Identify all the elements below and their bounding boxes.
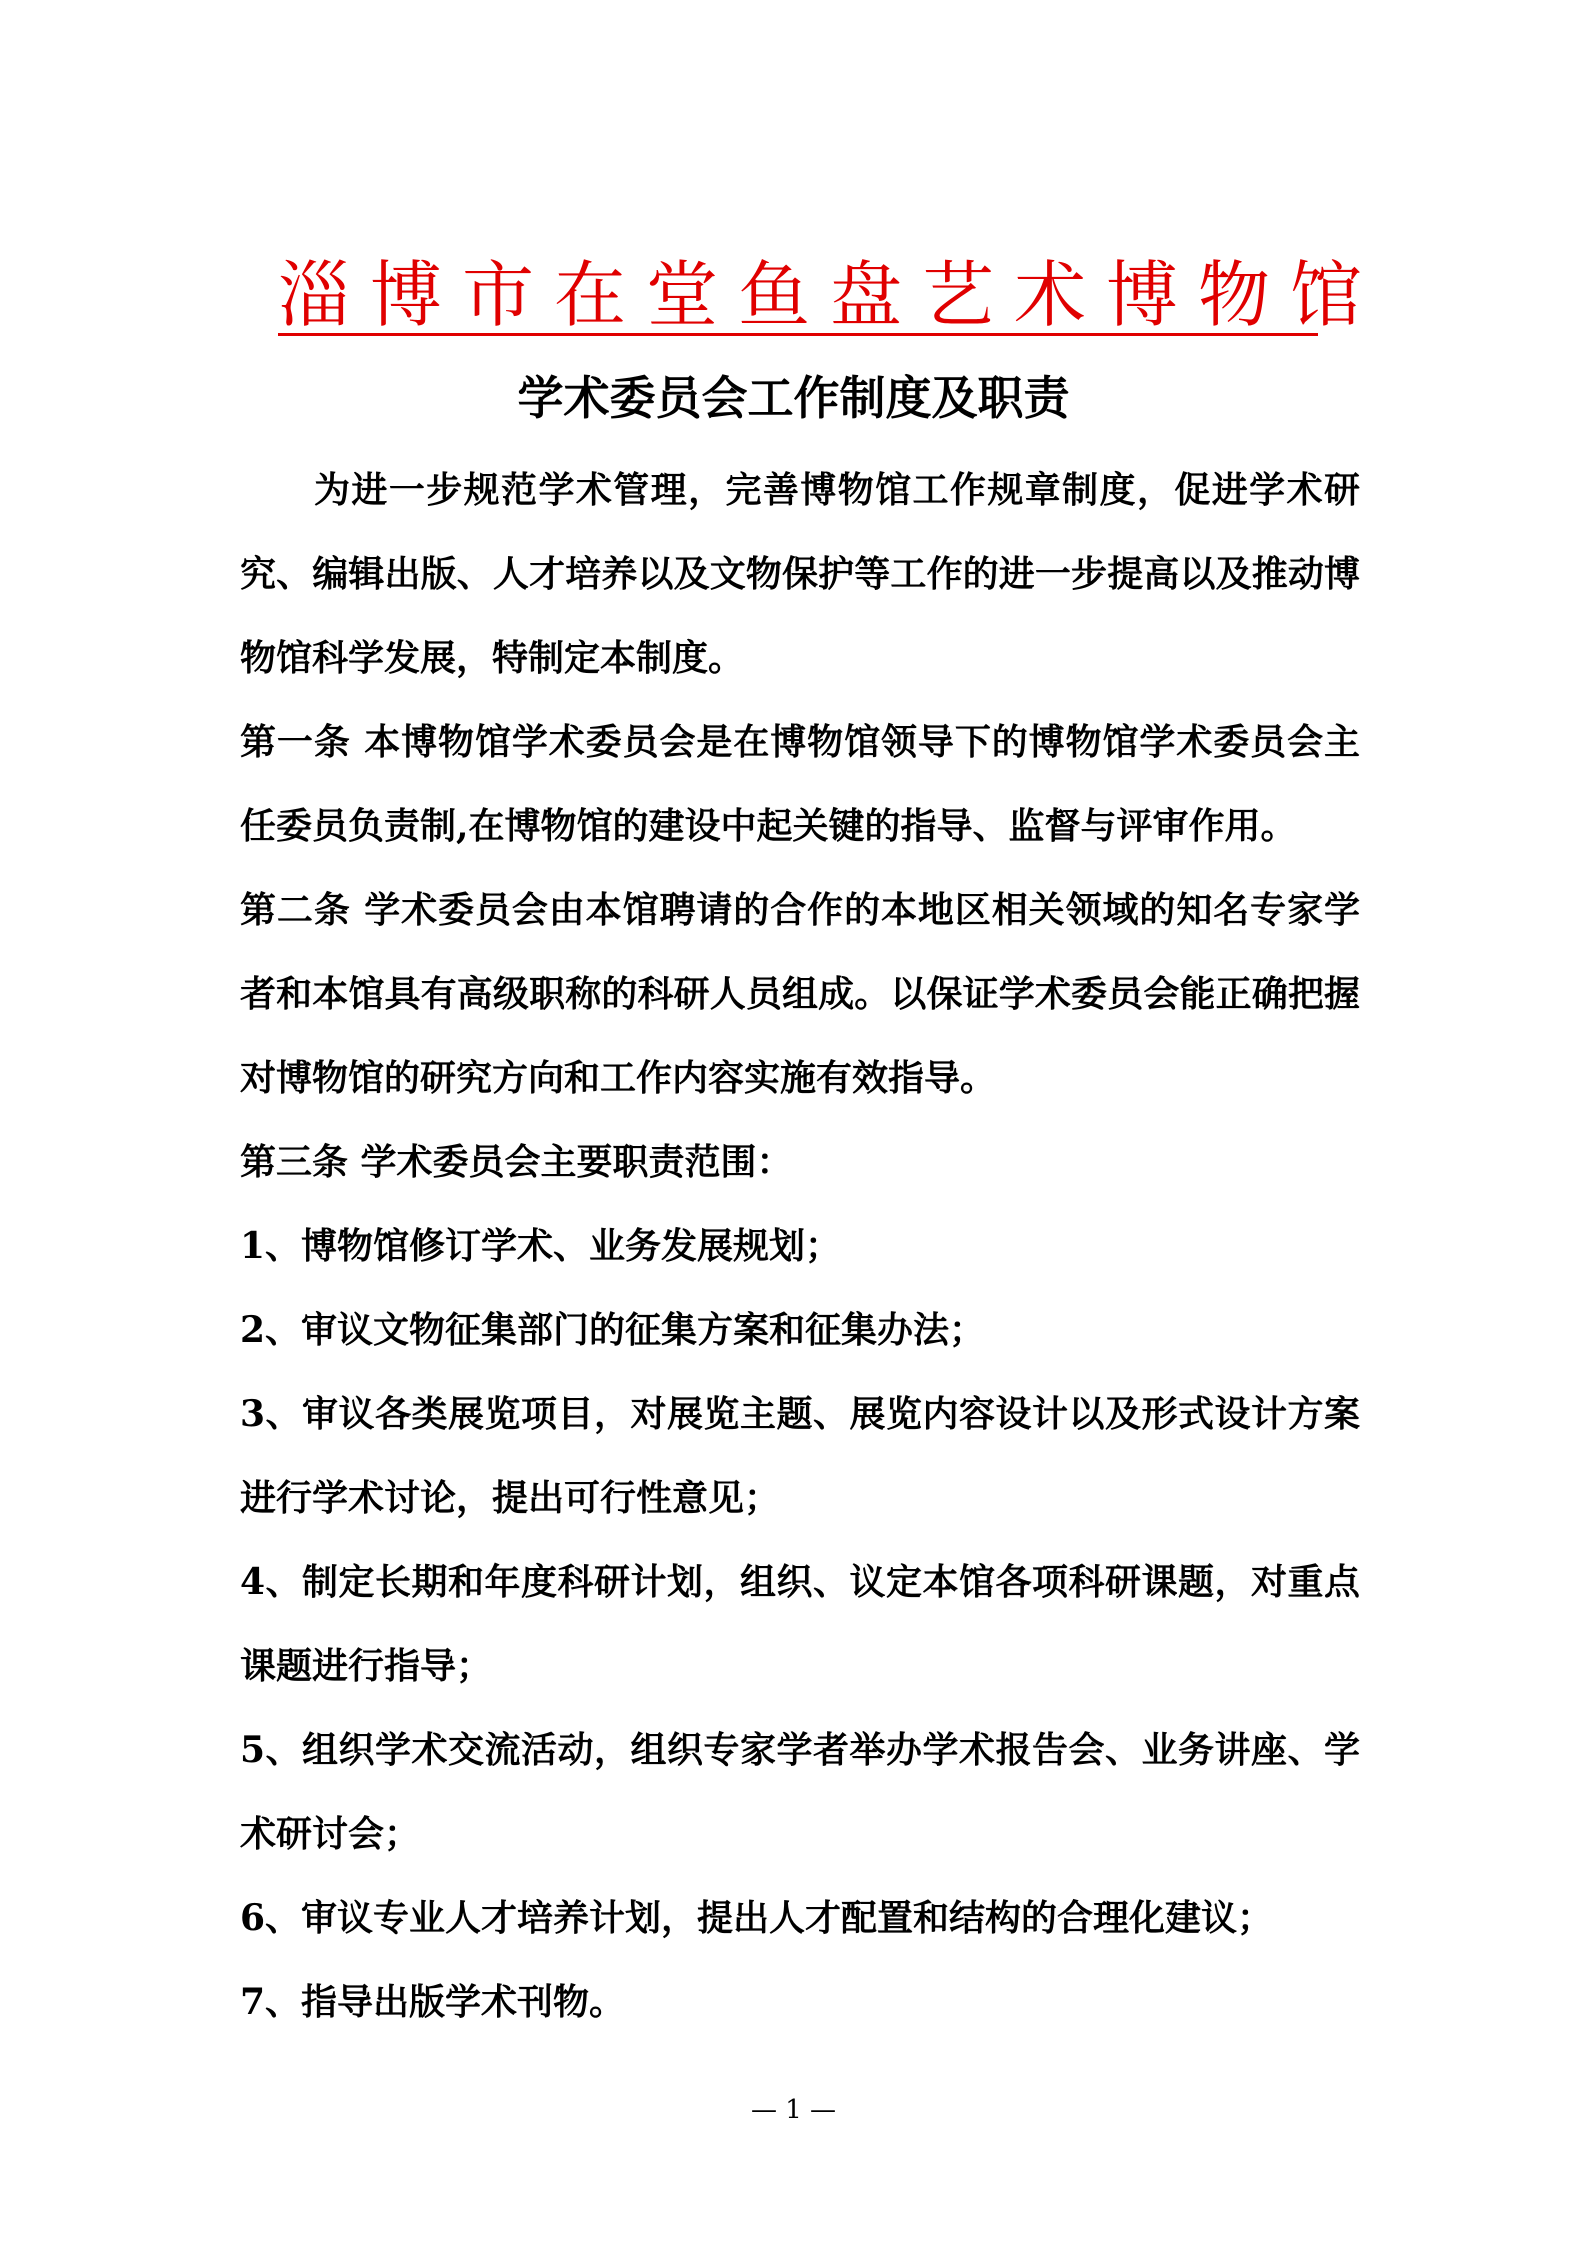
article-1: 第一条 本博物馆学术委员会是在博物馆领导下的博物馆学术委员会主任委员负责制,在博物馆的建设中起关键的指导、监督与评审作用。	[240, 721, 1360, 847]
duty-item: 5、组织学术交流活动，组织专家学者举办学术报告会、业务讲座、学术研讨会；	[240, 1729, 1360, 1855]
duty-item: 1、博物馆修订学术、业务发展规划；	[240, 1225, 842, 1267]
article-2: 第二条 学术委员会由本馆聘请的合作的本地区相关领域的知名专家学者和本馆具有高级职称的科研人员组成。以保证学术委员会能正确把握对博物馆的研究方向和工作内容实施有效指导。	[240, 889, 1360, 1099]
page-number: — 1 —	[750, 2095, 837, 2125]
intro-paragraph: 为进一步规范学术管理，完善博物馆工作规章制度，促进学术研究、编辑出版、人才培养以及文物保护等工作的进一步提高以及推动博物馆科学发展，特制定本制度。	[240, 469, 1360, 679]
duty-item: 3、审议各类展览项目，对展览主题、展览内容设计以及形式设计方案进行学术讨论，提出可行性意见；	[240, 1393, 1360, 1519]
duty-item: 2、审议文物征集部门的征集方案和征集办法；	[240, 1309, 986, 1351]
duty-item: 6、审议专业人才培养计划，提出人才配置和结构的合理化建议；	[240, 1897, 1274, 1939]
duty-item: 4、制定长期和年度科研计划，组织、议定本馆各项科研课题，对重点课题进行指导；	[240, 1561, 1360, 1687]
document-body	[240, 448, 1360, 2044]
article-3-heading: 第三条 学术委员会主要职责范围：	[240, 1141, 793, 1183]
document-title: 学术委员会工作制度及职责	[517, 371, 1070, 425]
header-red-rule	[278, 333, 1318, 336]
duty-item: 7、指导出版学术刊物。	[240, 1981, 626, 2023]
org-header-title: 淄博市在堂鱼盘艺术博物馆	[278, 253, 1383, 337]
